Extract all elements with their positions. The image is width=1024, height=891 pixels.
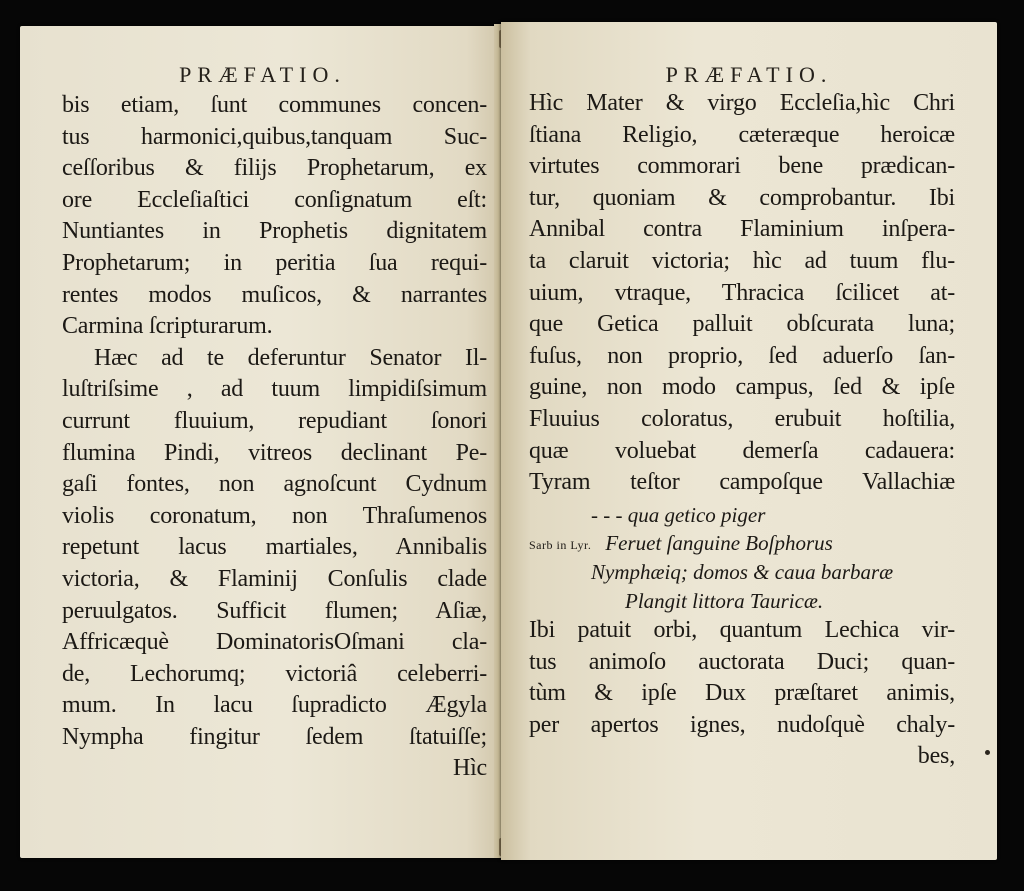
quote-line: Feruet ſanguine Boſphorus <box>605 531 833 556</box>
catchword: bes, <box>917 743 955 770</box>
text-line: Prophetarum; in peritia ſua requi- <box>62 249 487 276</box>
text-line: Nympha fingitur ſedem ſtatuiſſe; <box>62 723 487 750</box>
text-line: tùm & ipſe Dux præſtaret animis, <box>529 680 955 707</box>
text-line: guine, non modo campus, ſed & ipſe <box>529 374 955 401</box>
left-running-head: PRÆFATIO. <box>179 62 346 87</box>
text-line: uium, vtraque, Thracica ſcilicet at- <box>529 279 955 306</box>
text-line: que Getica palluit obſcurata luna; <box>529 311 955 338</box>
text-line: peruulgatos. Sufficit flumen; Aſiæ, <box>62 597 487 624</box>
right-text-block <box>529 88 955 773</box>
text-line: Affricæquè DominatorisOſmani cla- <box>62 629 487 656</box>
text-line: virtutes commorari bene prædican- <box>529 153 955 180</box>
verse-quotation <box>529 501 955 615</box>
text-line: currunt fluuium, repudiant ſonori <box>62 407 487 434</box>
paper-speck <box>985 750 990 755</box>
text-line: flumina Pindi, vitreos declinant Pe- <box>62 439 487 466</box>
quote-line: Nymphæiq; domos & caua barbaræ <box>591 559 894 584</box>
margin-note: Sarb in Lyr. <box>529 538 592 553</box>
text-line: Ibi patuit orbi, quantum Lechica vir- <box>529 617 955 644</box>
text-line: luſtriſsime , ad tuum limpidiſsimum <box>62 376 487 403</box>
text-line: mum. In lacu ſupradicto Ægyla <box>62 692 487 719</box>
text-line: de, Lechorumq; victoriâ celeberri- <box>62 660 487 687</box>
text-line: Fluuius coloratus, erubuit hoſtilia, <box>529 405 955 432</box>
right-page <box>501 22 997 860</box>
text-line: tus harmonici,quibus,tanquam Suc- <box>62 123 487 150</box>
text-line: ceſſoribus & filijs Prophetarum, ex <box>62 155 487 182</box>
text-line: ore Eccleſiaſtici conſignatum eſt: <box>62 186 487 213</box>
quote-line: - - - qua getico piger <box>591 502 766 527</box>
text-line: Annibal contra Flaminium inſpera- <box>529 216 955 243</box>
text-line: Hæc ad te deferuntur Senator Il- <box>94 344 487 371</box>
text-line: ta claruit victoria; hìc ad tuum flu- <box>529 247 955 274</box>
catchword: Hìc <box>452 755 487 782</box>
right-running-head: PRÆFATIO. <box>665 62 833 87</box>
text-line: repetunt lacus martiales, Annibalis <box>62 534 487 561</box>
text-line: tur, quoniam & comprobantur. Ibi <box>529 184 955 211</box>
text-line: Tyram teſtor campoſque Vallachiæ <box>529 469 955 496</box>
left-text-block <box>62 90 487 785</box>
text-line: victoria, & Flaminij Conſulis clade <box>62 565 487 592</box>
text-line: rentes modos muſicos, & narrantes <box>62 281 487 308</box>
text-line: violis coronatum, non Thraſumenos <box>62 502 487 529</box>
text-line: Hìc Mater & virgo Eccleſia,hìc Chri <box>529 90 955 116</box>
left-page <box>20 26 505 858</box>
text-line: Nuntiantes in Prophetis dignitatem <box>62 218 487 245</box>
text-line: ſtiana Religio, cæteræque heroicæ <box>529 121 955 148</box>
text-line: fuſus, non proprio, ſed aduerſo ſan- <box>529 342 955 369</box>
quote-line: Plangit littora Tauricæ. <box>625 588 824 613</box>
text-line: gaſi fontes, non agnoſcunt Cydnum <box>62 471 487 498</box>
text-line: tus animoſo auctorata Duci; quan- <box>529 648 955 675</box>
text-line: quæ voluebat demerſa cadauera: <box>529 437 955 464</box>
text-line: bis etiam, ſunt communes concen- <box>62 92 487 118</box>
text-line: Carmina ſcripturarum. <box>62 313 273 340</box>
text-line: per apertos ignes, nudoſquè chaly- <box>529 711 955 738</box>
quote-line-with-note <box>529 529 955 558</box>
